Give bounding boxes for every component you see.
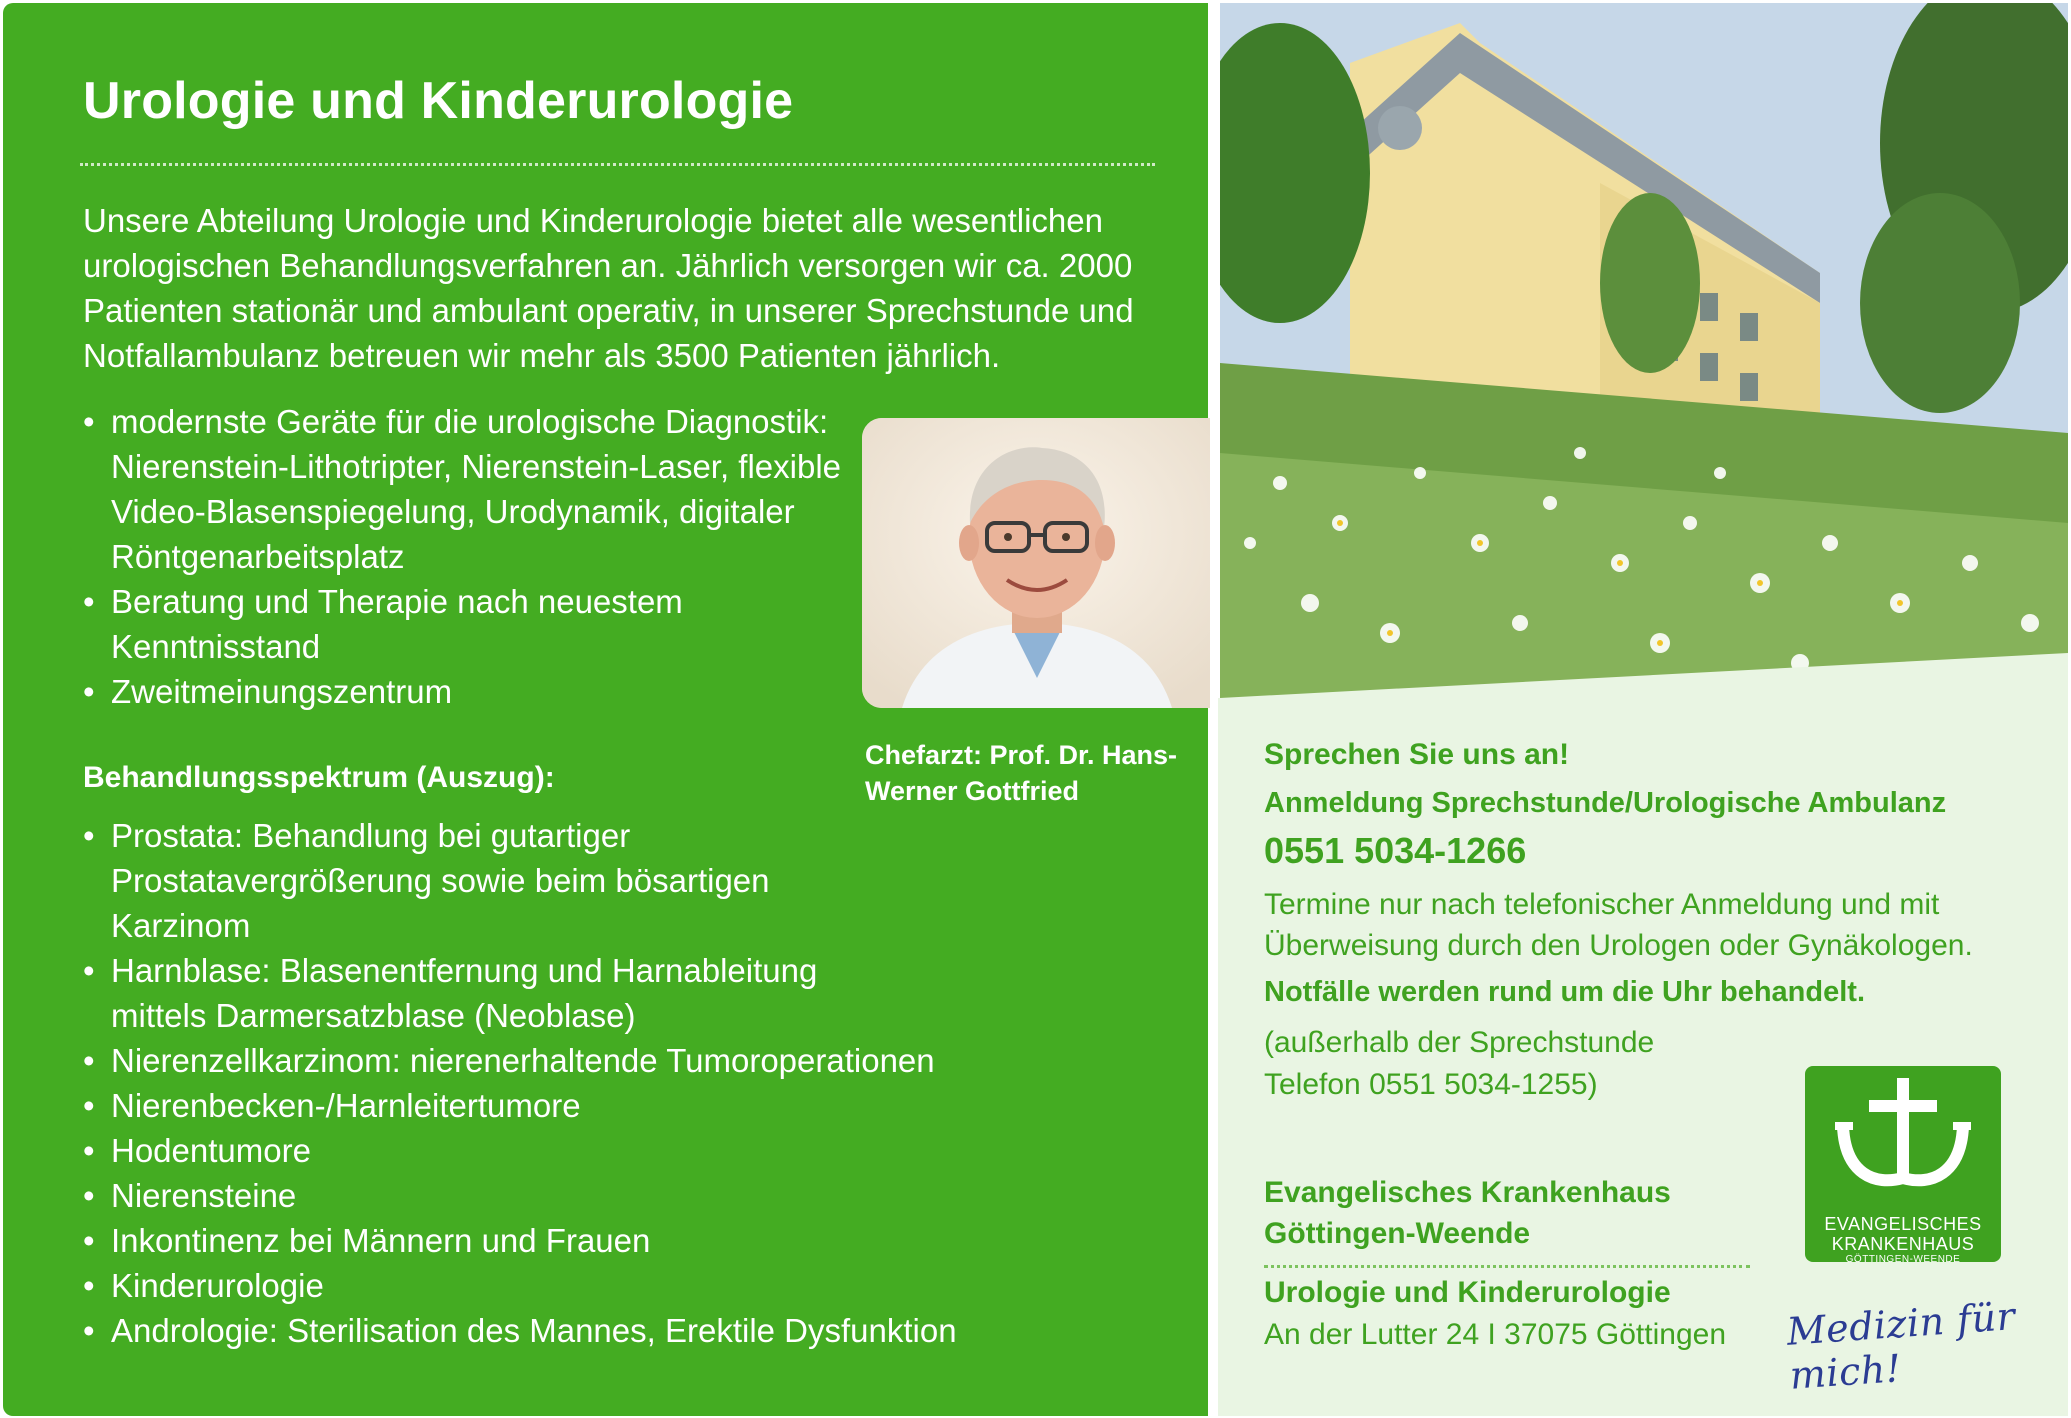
contact-heading: Sprechen Sie uns an! [1264,738,1570,771]
list-item: • Harnblase: Blasenentfernung und Harnableitung mittels Darmersatzblase (Neoblase) [83,952,818,1034]
phone-number[interactable]: 0551 5034-1266 [1264,830,1527,871]
list-item: • Andrologie: Sterilisation des Mannes, Erektile Dysfunktion [83,1312,957,1349]
page-title: Urologie und Kinderurologie [83,72,794,130]
logo-line1: EVANGELISCHES [1824,1214,1982,1234]
title-divider [80,163,1155,166]
features-list [83,399,843,714]
list-item: • Hodentumore [83,1132,311,1169]
outside-hours-line2: Telefon 0551 5034-1255) [1264,1068,1598,1101]
appointment-label: Anmeldung Sprechstunde/Urologische Ambulanz [1264,787,1947,819]
appointment-note: Termine nur nach telefonischer Anmeldung und mit Überweisung durch den Urologen oder Gynäkologen. [1264,888,1973,962]
address-divider [1264,1265,1750,1268]
list-item: • Beratung und Therapie nach neuestem Kenntnisstand [83,583,683,665]
list-item: • Nierensteine [83,1177,297,1214]
spectrum-heading: Behandlungsspektrum (Auszug): [83,761,555,794]
hospital-name-line2: Göttingen-Weende [1264,1217,1531,1250]
hospital-photo [1220,3,2068,703]
cross-anchor-icon [1805,1066,2001,1196]
outside-hours-line1: (außerhalb der Sprechstunde [1264,1026,1655,1059]
list-item: • modernste Geräte für die urologische Diagnostik: Nierenstein-Lithotripter, Nierenstein-Laser, flexible Video-Blasenspiegelung, Urodynamik, digitaler Röntgenarbeitsplatz [83,403,842,575]
list-item: • Inkontinenz bei Männern und Frauen [83,1222,651,1259]
list-item: • Kinderurologie [83,1267,324,1304]
slogan: Medizin für mich! [1785,1294,2017,1398]
list-item: • Prostata: Behandlung bei gutartiger Prostatavergrößerung sowie beim bösartigen Karzinom [83,817,770,944]
intro-paragraph: Unsere Abteilung Urologie und Kinderurologie bietet alle wesentlichen urologischen Behandlungsverfahren an. Jährlich versorgen wir ca. 2000 Patienten stationär und ambulant operativ, in unserer Sprechstunde und Notfallambulanz betreuen wir mehr als 3500 Patienten jährlich. [83,202,1134,374]
logo-line3: GÖTTINGEN-WEENDE [1845,1254,1961,1265]
doctor-caption: Chefarzt: Prof. Dr. Hans-Werner Gottfried [865,740,1178,806]
info-panel [3,3,1208,1416]
hospital-logo [1805,1066,2001,1265]
spectrum-list [83,813,1193,1353]
doctor-photo [862,418,1210,708]
hospital-name-line1: Evangelisches Krankenhaus [1264,1176,1671,1209]
list-item: • Zweitmeinungszentrum [83,673,453,710]
emergency-note: Notfälle werden rund um die Uhr behandelt. [1264,976,1865,1008]
logo-line2: KRANKENHAUS [1831,1234,1975,1254]
department-name: Urologie und Kinderurologie [1264,1276,1671,1309]
address: An der Lutter 24 I 37075 Göttingen [1264,1318,1726,1351]
list-item: • Nierenzellkarzinom: nierenerhaltende Tumoroperationen [83,1042,935,1079]
list-item: • Nierenbecken-/Harnleitertumore [83,1087,581,1124]
